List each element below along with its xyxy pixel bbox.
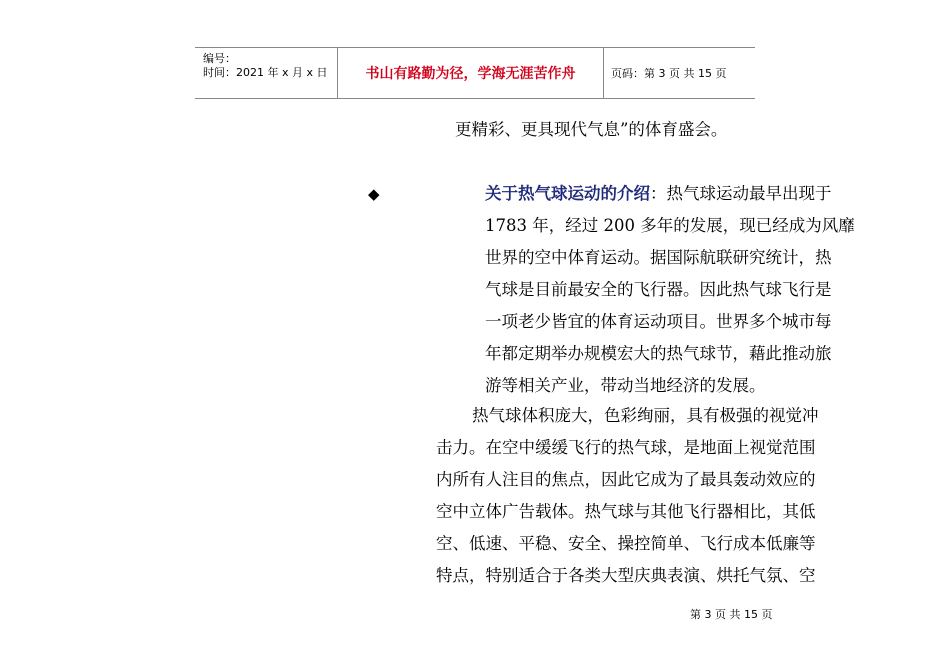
bullet-line: 世界的空中体育运动。据国际航联研究统计，热 [485,248,832,267]
bullet-heading: 关于热气球运动的介绍 [485,184,650,203]
header-serial: 编号： [203,52,236,65]
header-motto: 书山有路勤为径，学海无涯苦作舟 [338,48,604,98]
bullet-line: 游等相关产业，带动当地经济的发展。 [485,376,766,395]
header-page-code: 页码：第 3 页 共 15 页 [611,67,727,80]
bullet-line: 气球是目前最安全的飞行器。因此热气球飞行是 [485,280,832,299]
header-date: 时间：2021 年 x 月 x 日 [203,66,328,79]
paragraph-line: 空、低速、平稳、安全、操控简单、飞行成本低廉等 [436,534,816,553]
page-footer: 第 3 页 共 15 页 [690,608,773,621]
header-meta [195,48,338,98]
paragraph-line: 特点，特别适合于各类大型庆典表演、烘托气氛、空 [436,566,816,585]
paragraph-line: 击力。在空中缓缓飞行的热气球，是地面上视觉范围 [436,438,816,457]
bullet-first-text: 热气球运动最早出现于 [666,184,832,203]
continued-line: 更精彩、更具现代气息”的体育盛会。 [455,120,728,139]
paragraph-line: 空中立体广告载体。热气球与其他飞行器相比，其低 [436,502,816,521]
paragraph-line: 热气球体积庞大，色彩绚丽，具有极强的视觉冲 [472,406,819,425]
bullet-first-line [485,184,832,204]
paragraph-line: 内所有人注目的焦点，因此它成为了最具轰动效应的 [436,470,816,489]
bullet-line: 一项老少皆宜的体育运动项目。世界多个城市每 [485,312,832,331]
page-header [195,47,755,99]
diamond-bullet-icon: ◆ [368,185,380,203]
bullet-line: 1783 年，经过 200 多年的发展，现已经成为风靡 [485,216,855,235]
bullet-line: 年都定期举办规模宏大的热气球节，藉此推动旅 [485,344,832,363]
bullet-colon: ： [650,184,667,203]
